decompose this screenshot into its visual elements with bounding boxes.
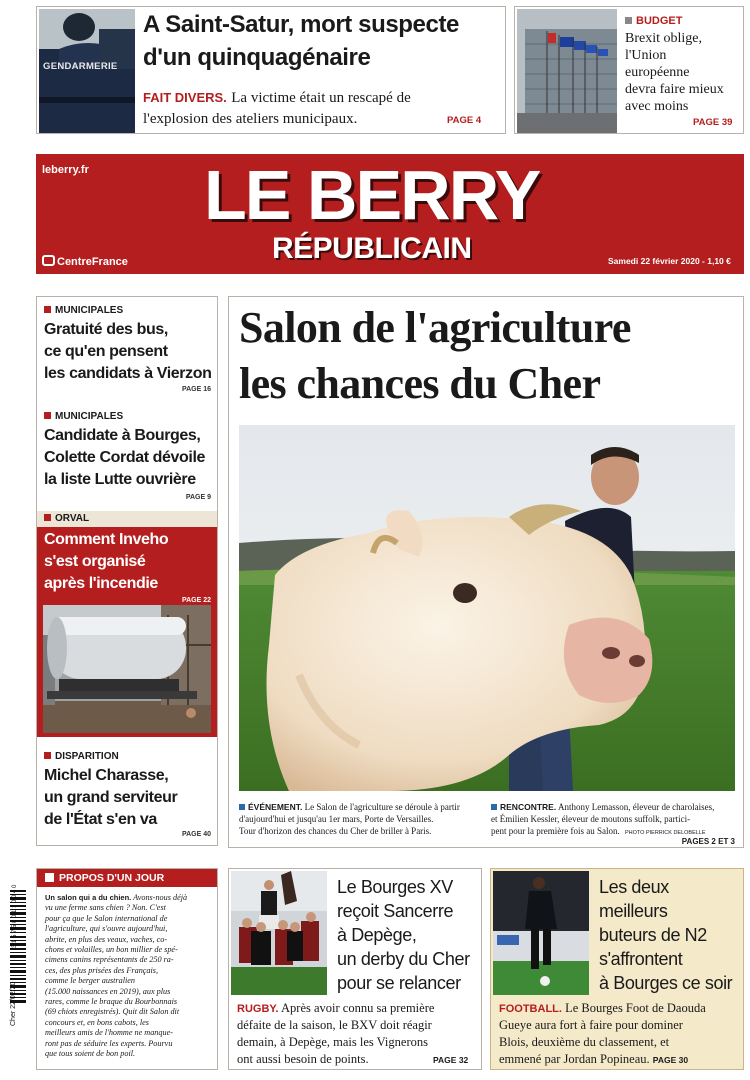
sidebar-story-2-line1: Candidate à Bourges, [44,427,201,444]
sidebar-story-3-line3: après l'incendie [44,575,158,592]
main-caption-1 [239,801,489,837]
propos-line-6: chons et volailles, un bon millier de spé- [45,945,178,955]
propos-line-11: rares, comme le braque du Bourbonnais [45,997,178,1007]
top-left-text-line1 [143,89,411,107]
barcode-digits: 3 1 5 7 5 8 0 1 1 0 0 4 0 [12,884,18,948]
top-left-teaser[interactable] [36,6,506,134]
gendarme-photo [39,9,135,133]
main-caption-1-line3: Tour d'horizon des chances du Cher de briller à Paris. [239,826,432,836]
football-text-line1: FOOTBALL. Le Bourges Foot de Daouda [499,1001,706,1015]
propos-title-band [37,869,217,887]
main-story[interactable] [228,296,744,848]
rugby-line3: à Depège, [337,925,417,945]
football-text-line2: Gueye aura fort à faire pour dominer [499,1018,683,1032]
site-url[interactable]: leberry.fr [42,164,89,176]
main-caption-1-line1: ÉVÉNEMENT. Le Salon de l'agriculture se déroule à partir [239,801,489,813]
propos-line-5: abrite, en plus des veaux, vaches, co- [45,934,168,944]
issue-date: Samedi 22 février 2020 - 1,10 € [608,256,731,266]
kicker-square-icon [44,752,51,759]
propos-body [45,893,213,1060]
inveho-tank-photo [43,605,211,733]
top-left-text-line2: l'explosion des ateliers municipaux. [143,111,358,127]
sidebar-story-1-line3: les candidats à Vierzon [44,365,212,382]
top-left-kicker: FAIT DIVERS. [143,90,227,105]
rugby-text-line2: défaite de la saison, le BXV doit réagir [237,1018,432,1032]
top-left-headline-line1: A Saint-Satur, mort suspecte [143,11,459,38]
sidebar-story-1-kicker: MUNICIPALES [44,305,123,316]
top-left-text1: La victime était un rescapé de [231,90,411,106]
sidebar-story-2-kicker: MUNICIPALES [44,411,123,422]
barcode [8,884,36,1028]
main-caption-2-line1: RENCONTRE. Anthony Lemasson, éleveur de charolaises, [491,801,741,813]
rugby-photo [231,871,327,995]
caption-square-icon [491,804,497,810]
gendarmerie-label: GENDARMERIE [43,61,118,72]
sidebar-story-3-page: PAGE 22 [181,597,211,604]
sidebar-story-4-line1: Michel Charasse, [44,767,169,784]
top-right-kicker: BUDGET [625,15,682,27]
main-headline-line1: Salon de l'agriculture [239,303,631,352]
sidebar-story-4-page: PAGE 40 [181,831,211,838]
masthead-subtitle: RÉPUBLICAIN [272,232,472,265]
sidebar-story-2-page: PAGE 9 [185,494,211,501]
top-right-line1: Brexit oblige, [625,31,702,46]
kicker-square-icon [44,514,51,521]
sidebar-story-3-kicker: ORVAL [44,513,89,524]
sidebar-story-3-line1: Comment Inveho [44,531,169,548]
propos-line-7: cimens canins représentants de 250 ra- [45,955,174,965]
propos-line-12: (69 chiots enregistrés). Quit dit Salon dit [45,1007,180,1017]
sidebar-story-1-line1: Gratuité des bus, [44,321,168,338]
sidebar-story-4[interactable] [37,743,217,845]
football-line1: Les deux [599,877,669,897]
propos-square-icon [45,873,54,882]
sidebar-story-3-kicker-band [37,511,217,527]
main-caption-2 [491,801,741,839]
rugby-text-line3: demain, à Depège, mais les Vignerons [237,1035,428,1049]
sidebar-story-2-line2: Colette Cordat dévoile [44,449,206,466]
top-right-line3: européenne [625,65,690,80]
propos-line-14: meilleurs amis de l'homme ne manque- [45,1028,173,1038]
centrefrance-icon [42,255,55,266]
rugby-line1: Le Bourges XV [337,877,453,897]
football-page: PAGE 30 [652,1055,689,1065]
propos-line-3: pour ça que le Salon international de [45,913,168,923]
main-pages: PAGES 2 ET 3 [681,837,735,846]
propos-line-16: que tous soient de bon poil. [45,1049,136,1059]
top-right-line4: devra faire mieux [625,82,724,97]
propos-line-1: Un salon qui a du chien. Avons-nous déjà [45,893,188,902]
football-text-line3: Blois, deuxième du classement, et [499,1035,670,1049]
sidebar-story-1-line2: ce qu'en pensent [44,343,168,360]
left-sidebar [36,296,218,846]
kicker-square-icon [44,412,51,419]
masthead-title: LE BERRY [204,156,540,234]
propos-line-8: ces, des plus prisées des Français, [45,965,159,975]
main-caption-2-line3: pent pour la première fois au Salon. PHOTO PIERRICK DELOBELLE [491,826,706,836]
sidebar-story-1[interactable] [37,297,217,405]
rugby-page: PAGE 32 [433,1055,469,1065]
propos-line-15: ront pas de séduire les experts. Pourvu [45,1038,173,1048]
eu-building-photo [517,9,617,133]
main-headline-line2: les chances du Cher [239,359,601,408]
rugby-text-line1: RUGBY. Après avoir connu sa première [237,1001,435,1015]
sidebar-story-2-line3: la liste Lutte ouvrière [44,471,196,488]
main-caption-1-line2: d'aujourd'hui et jusqu'au 1er mars, Porte de Versailles. [239,814,434,824]
football-line3: buteurs de N2 [599,925,707,945]
photo-credit: PHOTO PIERRICK DELOBELLE [624,830,706,836]
top-left-page: PAGE 4 [447,115,482,126]
football-line2: meilleurs [599,901,668,921]
football-line4: s'affrontent [599,949,683,969]
sidebar-story-4-line3: de l'État s'en va [44,811,157,828]
top-left-headline-line2: d'un quinquagénaire [143,44,371,71]
kicker-square-icon [625,17,632,24]
propos-du-jour[interactable] [36,868,218,1070]
propos-line-4: l'agriculture, qui s'ouvre aujourd'hui, [45,924,168,934]
propos-line-9: comme le berger australien [45,976,135,986]
sidebar-story-3[interactable] [37,511,217,737]
kicker-square-icon [44,306,51,313]
sidebar-story-4-line2: un grand serviteur [44,789,178,806]
top-right-line2: l'Union [625,48,667,63]
football-text-line4: emmené par Jordan Popineau. PAGE 30 [499,1052,689,1066]
rugby-line5: pour se relancer [337,973,461,993]
top-right-page: PAGE 39 [693,117,733,128]
top-right-line5: avec moins [625,99,689,114]
masthead [36,154,744,274]
top-right-teaser[interactable] [514,6,744,134]
sidebar-story-3-line2: s'est organisé [44,553,146,570]
edition-label: Cher 22/02/20 [10,981,17,1026]
propos-line-2: vu une ferme sans chien ? Non. C'est [45,903,166,913]
main-caption-2-line2: et Émilien Kessler, éleveur de moutons suffolk, partici- [491,814,691,824]
sidebar-story-4-kicker: DISPARITION [44,751,119,762]
propos-line-13: concours et, en bons cabots, les [45,1017,149,1027]
football-photo [493,871,589,995]
football-line5: à Bourges ce soir [599,973,733,993]
rugby-text-line4: ont aussi besoin de points. [237,1052,369,1066]
caption-square-icon [239,804,245,810]
main-cow-photo [239,425,735,791]
rugby-line4: un derby du Cher [337,949,470,969]
centrefrance-logo: CentreFrance [42,252,128,270]
rugby-line2: reçoit Sancerre [337,901,454,921]
propos-line-10: (15.000 naissances en 2019), aux plus [45,986,171,996]
sidebar-story-1-page: PAGE 16 [181,386,211,393]
propos-title: PROPOS D'UN JOUR [59,872,165,884]
rugby-teaser[interactable] [228,868,482,1070]
football-teaser[interactable] [490,868,744,1070]
sidebar-story-2[interactable] [37,405,217,511]
